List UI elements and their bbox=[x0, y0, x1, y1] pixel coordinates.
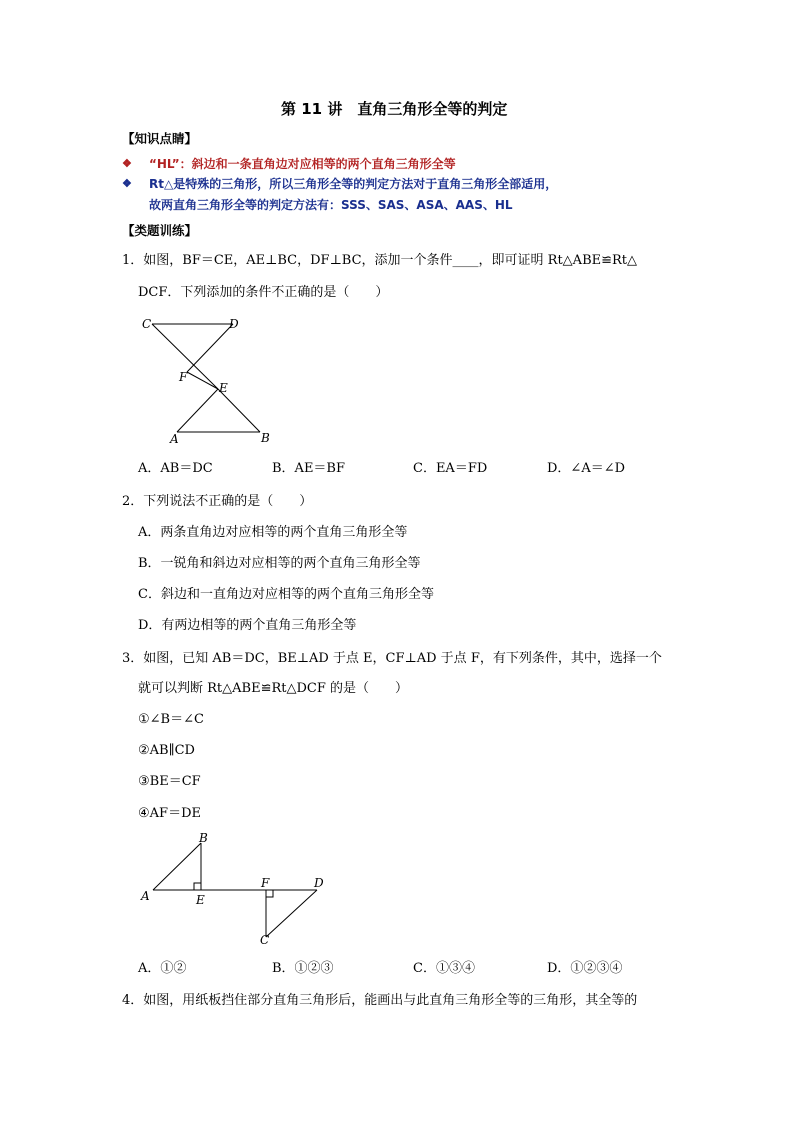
fig1-label-b: B bbox=[261, 431, 270, 445]
knowledge-item-rt-line2: 故两直角三角形全等的判定方法有：SSS、SAS、ASA、AAS、HL bbox=[149, 198, 513, 212]
fig1-label-f: F bbox=[179, 370, 188, 384]
fig1-label-d: D bbox=[229, 317, 239, 331]
q3-option-b[interactable]: B．①②③ bbox=[272, 961, 334, 976]
q1-stem-line2: DCF．下列添加的条件不正确的是（ ） bbox=[138, 285, 389, 300]
q1-figure bbox=[130, 310, 290, 450]
segment-eb bbox=[218, 389, 260, 432]
q2-option-a[interactable]: A．两条直角边对应相等的两个直角三角形全等 bbox=[138, 525, 408, 540]
fig1-label-c: C bbox=[142, 317, 152, 331]
fig3-label-d: D bbox=[314, 876, 324, 890]
fig3-label-e: E bbox=[196, 893, 205, 907]
q3-condition-2: ②AB∥CD bbox=[138, 743, 195, 758]
fig3-label-a: A bbox=[141, 889, 150, 903]
diamond-bullet-icon: ❖ bbox=[122, 157, 132, 170]
q3-stem-line2: 就可以判断 Rt△ABE≌Rt△DCF 的是（ ） bbox=[138, 681, 408, 696]
knowledge-item-rt-line1: Rt△是特殊的三角形，所以三角形全等的判定方法对于直角三角形全部适用， bbox=[149, 177, 558, 191]
right-angle-mark-f bbox=[266, 890, 273, 897]
q1-option-c[interactable]: C．EA＝FD bbox=[413, 461, 488, 476]
knowledge-item-hl: “HL”：斜边和一条直角边对应相等的两个直角三角形全等 bbox=[149, 157, 456, 171]
q2-option-c[interactable]: C．斜边和一直角边对应相等的两个直角三角形全等 bbox=[138, 587, 434, 602]
q3-stem-line1: 3．如图，已知 AB＝DC，BE⊥AD 于点 E，CF⊥AD 于点 F，有下列条件，其中，选择一个 bbox=[122, 651, 662, 666]
page-title: 第 11 讲 直角三角形全等的判定 bbox=[281, 100, 508, 118]
q3-condition-1: ①∠B＝∠C bbox=[138, 712, 204, 727]
q1-stem-line1: 1．如图，BF＝CE，AE⊥BC，DF⊥BC，添加一个条件____，即可证明 Rt△ABE≌Rt△ bbox=[122, 253, 638, 268]
segment-fe bbox=[187, 372, 218, 389]
q1-option-d[interactable]: D．∠A＝∠D bbox=[547, 461, 626, 476]
fig1-label-e: E bbox=[219, 381, 228, 395]
q3-figure bbox=[135, 830, 335, 950]
practice-heading: 【类题训练】 bbox=[122, 223, 198, 238]
segment-ea bbox=[177, 389, 218, 432]
q3-option-d[interactable]: D．①②③④ bbox=[547, 961, 623, 976]
q1-option-b[interactable]: B．AE＝BF bbox=[272, 461, 346, 476]
q1-option-a[interactable]: A．AB＝DC bbox=[138, 461, 213, 476]
q2-option-d[interactable]: D．有两边相等的两个直角三角形全等 bbox=[138, 618, 357, 633]
segment-df bbox=[187, 324, 233, 372]
diamond-bullet-icon: ❖ bbox=[122, 177, 132, 190]
q4-stem-line1: 4．如图，用纸板挡住部分直角三角形后，能画出与此直角三角形全等的三角形，其全等的 bbox=[122, 993, 638, 1008]
fig3-label-c: C bbox=[260, 933, 270, 947]
segment-cd bbox=[266, 890, 317, 937]
q3-condition-3: ③BE＝CF bbox=[138, 774, 201, 789]
right-angle-mark-e bbox=[194, 883, 201, 890]
q2-stem: 2．下列说法不正确的是（ ） bbox=[122, 494, 313, 509]
fig3-label-b: B bbox=[199, 831, 208, 845]
q3-condition-4: ④AF＝DE bbox=[138, 806, 201, 821]
q3-option-c[interactable]: C．①③④ bbox=[413, 961, 475, 976]
knowledge-heading: 【知识点睛】 bbox=[122, 131, 198, 146]
q2-option-b[interactable]: B．一锐角和斜边对应相等的两个直角三角形全等 bbox=[138, 556, 421, 571]
fig1-label-a: A bbox=[170, 432, 179, 446]
fig3-label-f: F bbox=[261, 876, 270, 890]
q3-option-a[interactable]: A．①② bbox=[138, 961, 187, 976]
